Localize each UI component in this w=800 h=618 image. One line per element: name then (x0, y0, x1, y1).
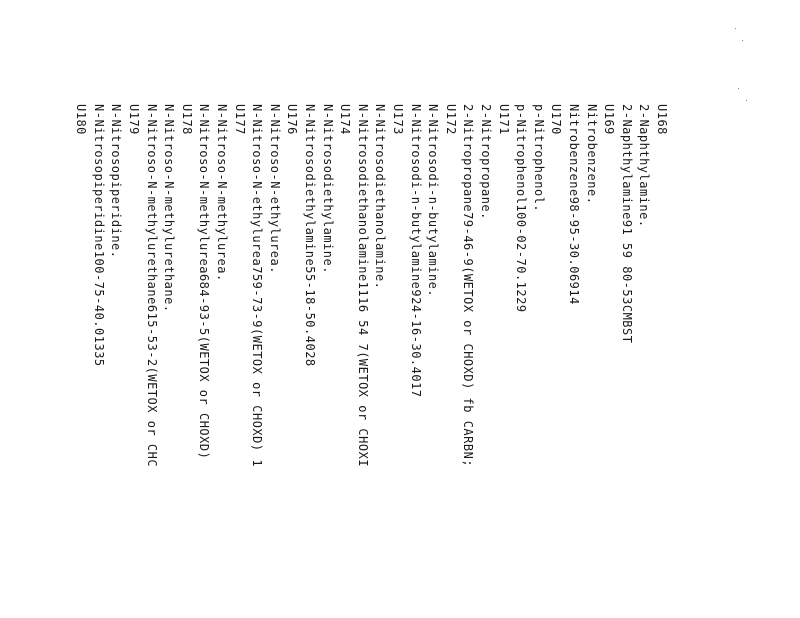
text-line: N-Nitroso-N-ethylurea759-73-9(WETOX or CHOXD) 1 (250, 104, 265, 468)
text-line: U178 (179, 104, 194, 135)
text-line: N-Nitroso-N-methylurea. (215, 104, 229, 282)
text-line: N-Nitrosodi-n-butylamine924-16-30.4017 (408, 104, 423, 398)
text-line: U173 (391, 104, 405, 135)
text-line: N-Nitroso-N-methylurethane. (162, 104, 177, 313)
text-line: U171 (496, 104, 511, 135)
text-line: N-Nitrosopiperidine100-75-40.01335 (91, 104, 106, 367)
text-line: U179 (127, 104, 141, 135)
text-line: N-Nitrosodiethanolamine. (373, 104, 388, 290)
text-line: N-Nitrosodiethylamine. (320, 104, 335, 274)
text-line: 2-Naphthylamine91 59 80-53CMBST (619, 104, 634, 344)
text-line: N-Nitrosodiethanolamine1116 54 7(WETOX or CHOXI (355, 104, 370, 468)
text-line: Nitrobenzene. (584, 104, 599, 205)
text-line: N-Nitroso-N-methylurea684-93-5(WETOX or CHOXD) (197, 104, 212, 460)
scan-speck (735, 28, 736, 29)
text-line: N-Nitrosopiperidine. (109, 104, 124, 259)
text-line: U174 (338, 104, 353, 135)
text-line: p-Nitrophenol100-02-70.1229 (514, 104, 529, 313)
text-line: N-Nitroso-N-ethylurea. (267, 104, 282, 274)
text-line: U168 (655, 104, 669, 135)
text-line: U170 (549, 104, 564, 135)
text-line: N-Nitrosodiethylamine55-18-50.4028 (303, 104, 317, 367)
text-line: p-Nitrophenol. (531, 104, 546, 213)
text-line: U172 (443, 104, 458, 135)
text-line: N-Nitrosodi-n-butylamine. (426, 104, 441, 298)
scan-speck (738, 88, 739, 89)
text-line: 2-Naphthylamine. (637, 104, 652, 228)
text-line: N-Nitroso-N-methylurethane615-53-2(WETOX or CHC (144, 104, 159, 468)
scan-speck (746, 100, 747, 101)
text-line: 2-Nitropropane. (479, 104, 493, 220)
scan-speck (742, 40, 743, 41)
text-line: U177 (232, 104, 247, 135)
text-line: Nitrobenzene98-95-30.06914 (567, 104, 581, 305)
text-line: U180 (74, 104, 89, 135)
text-line: U176 (285, 104, 300, 135)
text-line: U169 (602, 104, 617, 135)
text-line: 2-Nitropropane79-46-9(WETOX or CHOXD) fb CARBN; (461, 104, 476, 468)
